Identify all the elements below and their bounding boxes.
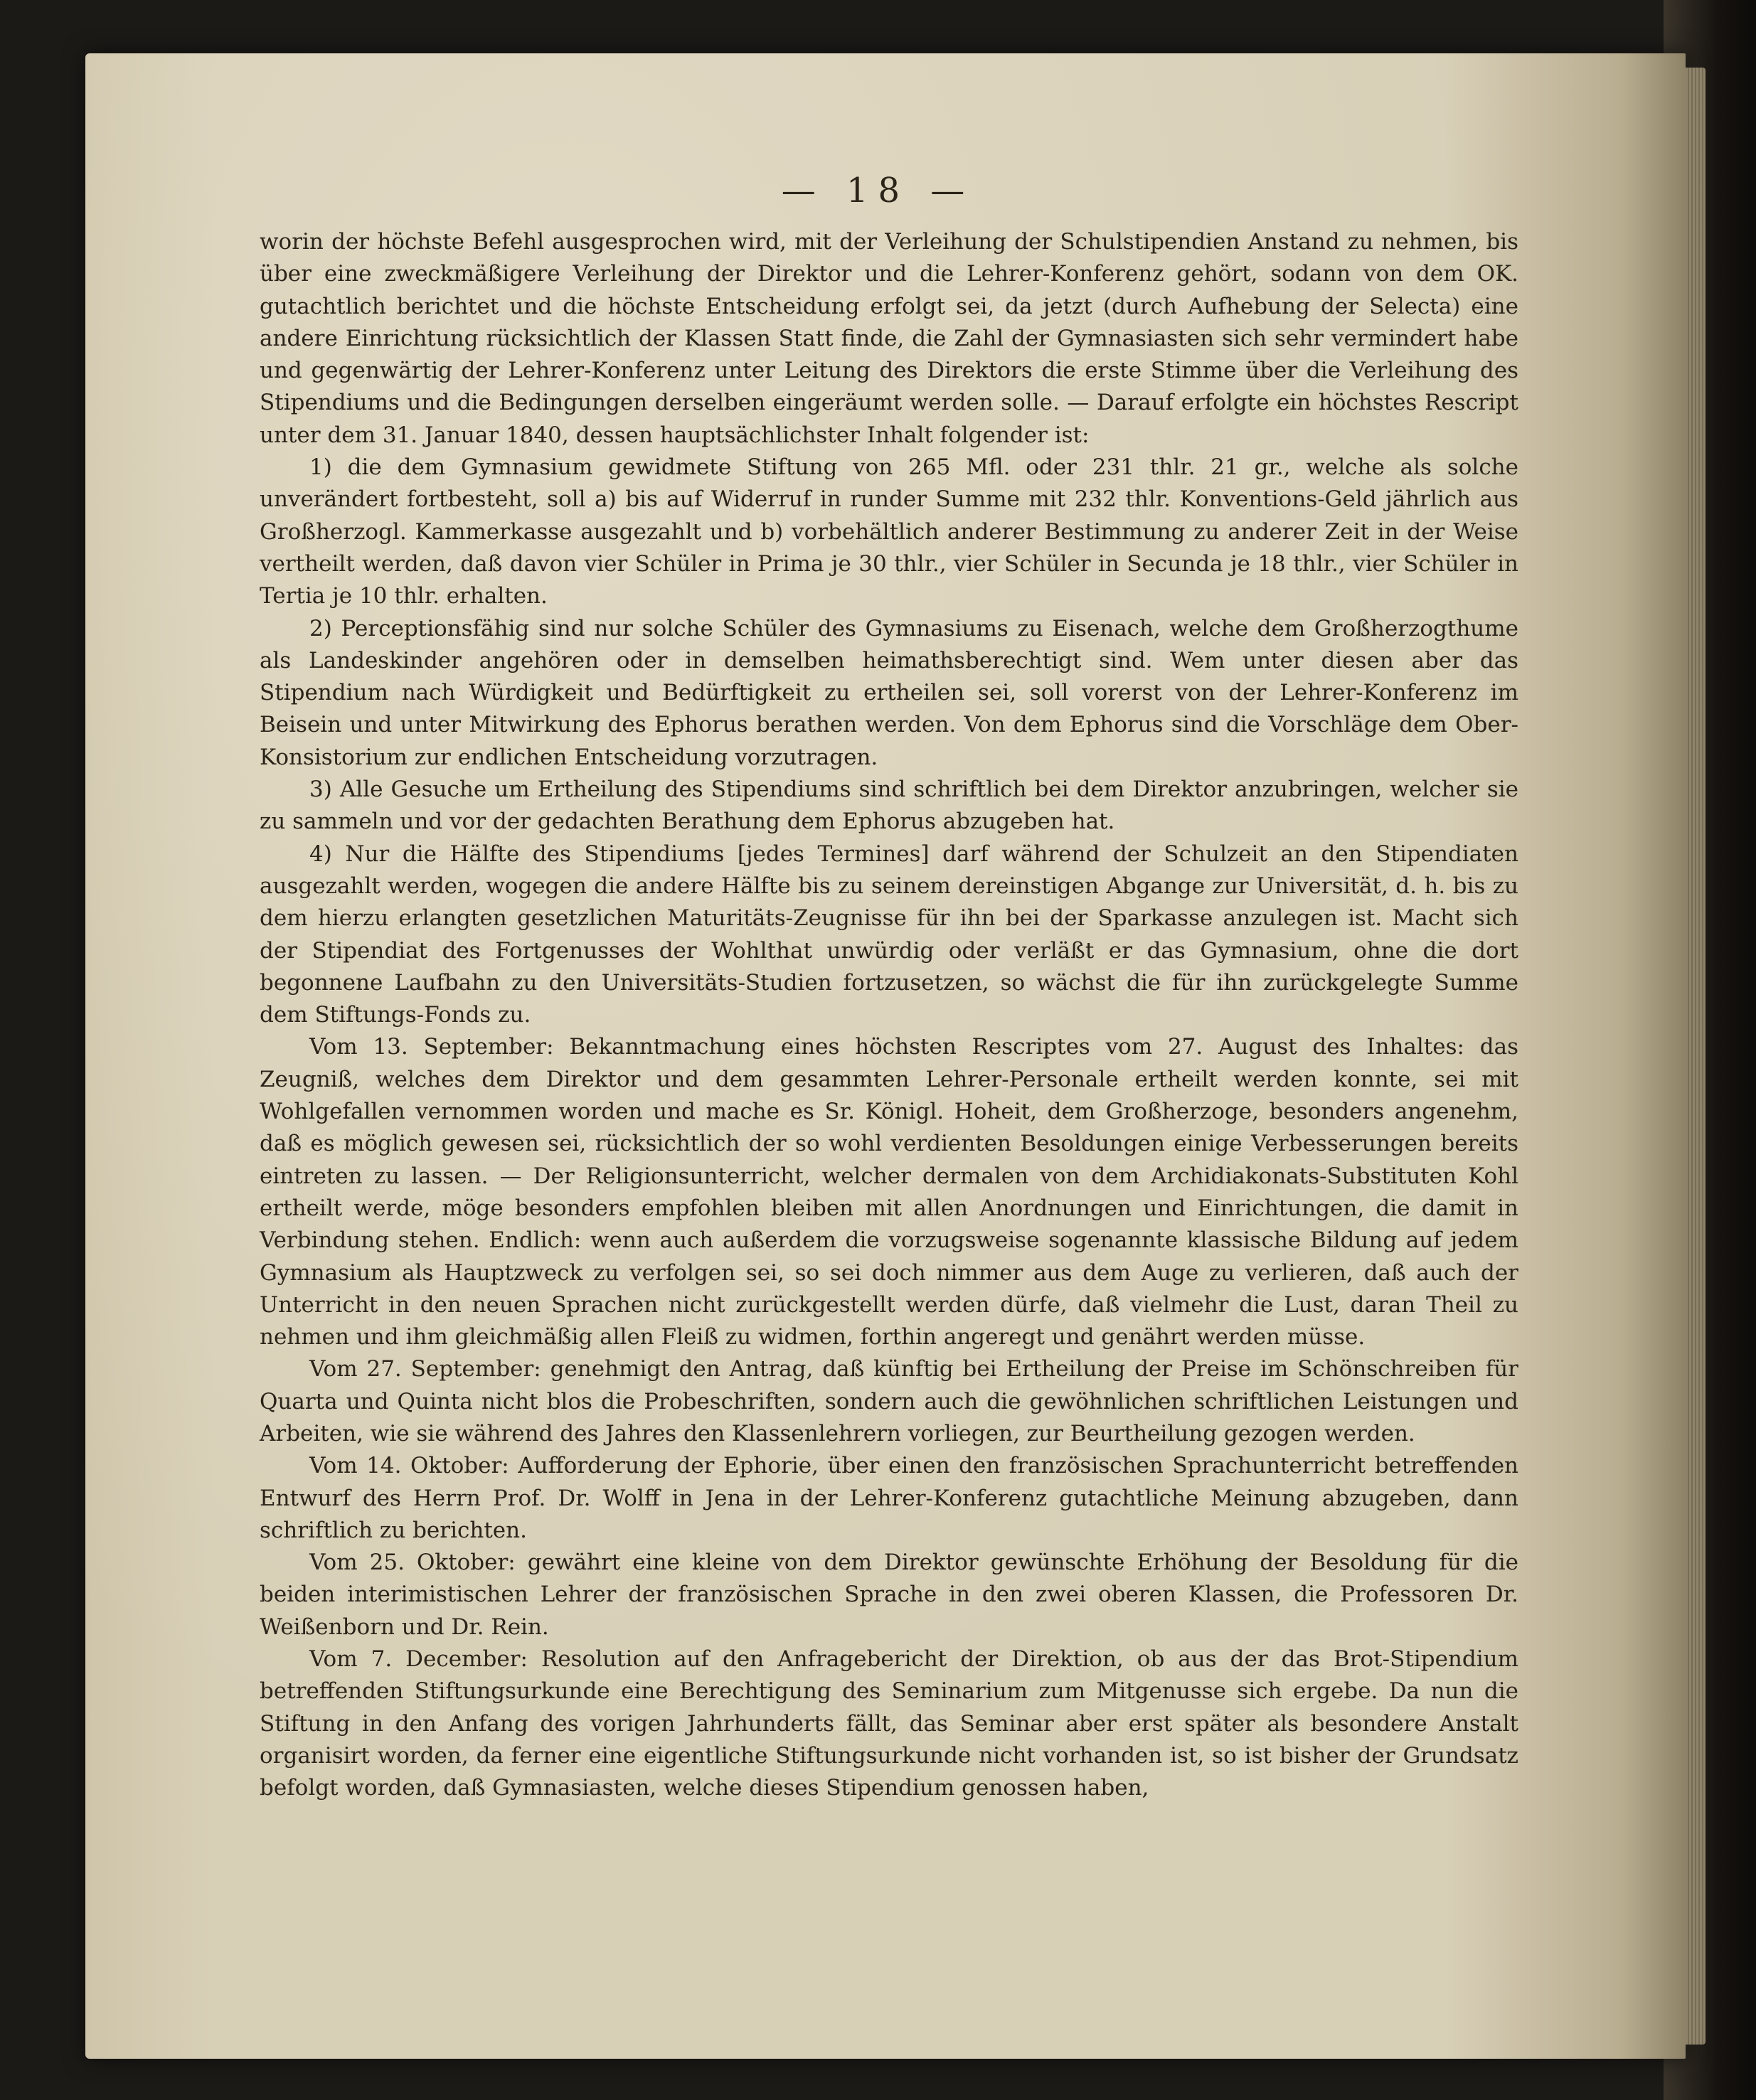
paragraph-8: Vom 14. Oktober: Aufforderung der Ephorie, über einen den französischen Sprachunterricht betreffenden Entwurf des Herrn Prof. Dr. Wolff in Jena in der Lehrer-Konferenz gutachtliche Meinung abzugeben, dann schriftlich zu berichten. (260, 1453, 1518, 1543)
body-text (260, 226, 1518, 1805)
page-edge (1686, 68, 1706, 2045)
paragraph-7: Vom 27. September: genehmigt den Antrag, daß künftig bei Ertheilung der Preise im Schönschreiben für Quarta und Quinta nicht blos die Probeschriften, sondern auch die gewöhnlichen schriftlichen Leistungen und Arbeiten, wie sie während des Jahres den Klassenlehrern vorliegen, zur Beurtheilung gezogen werden. (260, 1356, 1518, 1446)
paragraph-3: 2) Perceptionsfähig sind nur solche Schüler des Gymnasiums zu Eisenach, welche dem Großherzogthume als Landeskinder angehören oder in demselben heimathsberechtigt sind. Wem unter diesen aber das Stipendium nach Würdigkeit und Bedürftigkeit zu ertheilen sei, soll vorerst von der Lehrer-Konferenz im Beisein und unter Mitwirkung des Ephorus berathen werden. Von dem Ephorus sind die Vorschläge dem Ober-Konsistorium zur endlichen Entscheidung vorzutragen. (260, 615, 1518, 770)
paragraph-1: worin der höchste Befehl ausgesprochen wird, mit der Verleihung der Schulstipendien Anstand zu nehmen, bis über eine zweckmäßigere Verleihung der Direktor und die Lehrer-Konferenz gehört, sodann von dem OK. gutachtlich berichtet und die höchste Entscheidung erfolgt sei, da jetzt (durch Aufhebung der Selecta) eine andere Einrichtung rücksichtlich der Klassen Statt finde, die Zahl der Gymnasiasten sich sehr vermindert habe und gegenwärtig der Lehrer-Konferenz unter Leitung des Direktors die erste Stimme über die Verleihung des Stipendiums und die Bedingungen derselben eingeräumt werden solle. — Darauf erfolgte ein höchstes Rescript unter dem 31. Januar 1840, dessen hauptsächlichster Inhalt folgender ist: (260, 229, 1518, 448)
paragraph-5: 4) Nur die Hälfte des Stipendiums [jedes Termines] darf während der Schulzeit an den Stipendiaten ausgezahlt werden, wogegen die andere Hälfte bis zu seinem dereinstigen Abgange zur Universität, d. h. bis zu dem hierzu erlangten gesetzlichen Maturitäts-Zeugnisse für ihn bei der Sparkasse anzulegen ist. Macht sich der Stipendiat des Fortgenusses der Wohlthat unwürdig oder verläßt er das Gymnasium, ohne die dort begonnene Laufbahn zu den Universitäts-Studien fortzusetzen, so wächst die für ihn zurückgelegte Summe dem Stiftungs-Fonds zu. (260, 841, 1518, 1028)
paragraph-10: Vom 7. December: Resolution auf den Anfragebericht der Direktion, ob aus der das Brot-Stipendium betreffenden Stiftungsurkunde eine Berechtigung des Seminarium zum Mitgenusse sich ergebe. Da nun die Stiftung in den Anfang des vorigen Jahrhunderts fällt, das Seminar aber erst später als besondere Anstalt organisirt worden, da ferner eine eigentliche Stiftungsurkunde nicht vorhanden ist, so ist bisher der Grundsatz befolgt worden, daß Gymnasiasten, welche dieses Stipendium genossen haben, (260, 1646, 1518, 1801)
page-number: — 18 — (781, 171, 975, 210)
paragraph-9: Vom 25. Oktober: gewährt eine kleine von dem Direktor gewünschte Erhöhung der Besoldung für die beiden interimistischen Lehrer der französischen Sprache in den zwei oberen Klassen, die Professoren Dr. Weißenborn und Dr. Rein. (260, 1550, 1518, 1640)
paragraph-2: 1) die dem Gymnasium gewidmete Stiftung von 265 Mfl. oder 231 thlr. 21 gr., welche als solche unverändert fortbesteht, soll a) bis auf Widerruf in runder Summe mit 232 thlr. Konventions-Geld jährlich aus Großherzogl. Kammerkasse ausgezahlt und b) vorbehältlich anderer Bestimmung zu anderer Zeit in der Weise vertheilt werden, daß davon vier Schüler in Prima je 30 thlr., vier Schüler in Secunda je 18 thlr., vier Schüler in Tertia je 10 thlr. erhalten. (260, 454, 1518, 609)
paragraph-6: Vom 13. September: Bekanntmachung eines höchsten Rescriptes vom 27. August des Inhaltes: das Zeugniß, welches dem Direktor und dem gesammten Lehrer-Personale ertheilt werden konnte, sei mit Wohlgefallen vernommen worden und mache es Sr. Königl. Hoheit, dem Großherzoge, besonders angenehm, daß es möglich gewesen sei, rücksichtlich der so wohl verdienten Besoldungen einige Verbesserungen bereits eintreten zu lassen. — Der Religionsunterricht, welcher dermalen von dem Archidiakonats-Substituten Kohl ertheilt werde, möge besonders empfohlen bleiben mit allen Anordnungen und Einrichtungen, die damit in Verbindung stehen. Endlich: wenn auch außerdem die vorzugsweise sogenannte klassische Bildung auf jedem Gymnasium als Hauptzweck zu verfolgen sei, so sei doch nimmer aus dem Auge zu verlieren, daß auch der Unterricht in den neuen Sprachen nicht zurückgestellt werden dürfe, daß vielmehr die Lust, daran Theil zu nehmen und ihm gleichmäßig allen Fleiß zu widmen, forthin angeregt und genährt werden müsse. (260, 1034, 1518, 1350)
paragraph-4: 3) Alle Gesuche um Ertheilung des Stipendiums sind schriftlich bei dem Direktor anzubringen, welcher sie zu sammeln und vor der gedachten Berathung dem Ephorus abzugeben hat. (260, 777, 1518, 835)
